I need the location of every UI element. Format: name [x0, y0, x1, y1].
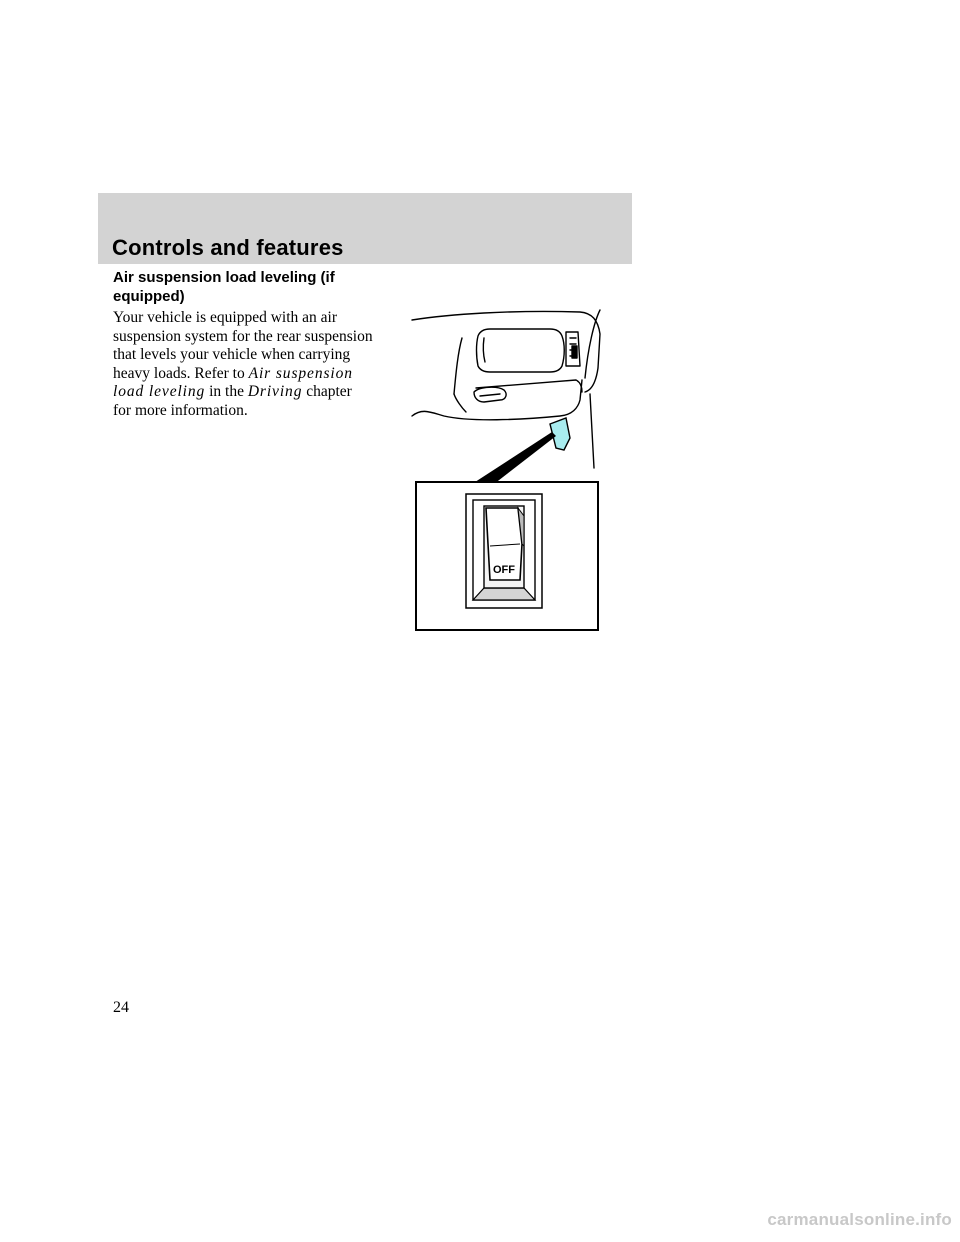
callout-pointer [472, 432, 556, 484]
dashboard-switch-illustration [410, 308, 610, 633]
body-mid-text: in the [205, 383, 248, 401]
body-intro-text: Your vehicle is equipped with an air suspension system for the rear suspension that levels your vehicle when carrying heavy loads. Refer to [113, 309, 373, 382]
off-label: OFF [493, 564, 515, 576]
chapter-header-band [98, 193, 632, 264]
body-end-text: chapter for more information. [113, 383, 352, 419]
chapter-title: Controls and features [112, 235, 344, 260]
ref-chapter-link: Driving [247, 383, 303, 401]
section-body-text [113, 309, 373, 421]
switch-callout-box [416, 482, 598, 630]
watermark-text: carmanualsonline.info [767, 1210, 952, 1229]
ref-topic-link: Air suspension load leveling [113, 364, 353, 401]
instrument-panel-drawing [412, 310, 600, 468]
page-number: 24 [113, 999, 129, 1016]
section-heading: Air suspension load leveling (if equipped) [113, 269, 335, 305]
